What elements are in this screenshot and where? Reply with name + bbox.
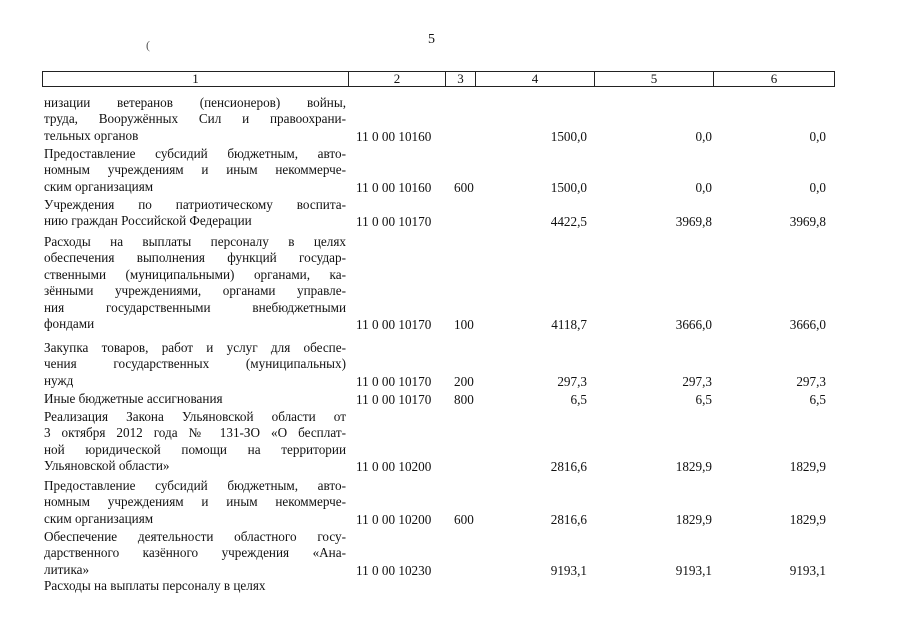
amount-col-5: 1829,9	[675, 459, 712, 475]
description-line: Реализация Закона Ульяновской области от	[44, 409, 346, 424]
description-line: Обеспечение деятельности областного госу-	[44, 529, 346, 544]
description-line: Предоставление субсидий бюджетным, авто-	[44, 478, 346, 493]
row-description	[44, 197, 346, 230]
description-line: Закупка товаров, работ и услуг для обеспе-	[44, 340, 346, 355]
header-col-1: 1	[43, 72, 349, 86]
description-line: обеспечения выполнения функций государ-	[44, 250, 346, 266]
amount-col-6: 1829,9	[789, 511, 826, 527]
description-line: дарственного казённого учреждения «Ана-	[44, 545, 346, 561]
amount-col-4: 4118,7	[551, 317, 587, 332]
amount-col-5: 297,3	[682, 373, 712, 389]
amount-col-5: 3969,8	[675, 214, 712, 230]
amount-col-6: 1829,9	[789, 459, 826, 475]
amount-col-6: 6,5	[809, 392, 826, 407]
description-line: нию граждан Российской Федерации	[44, 213, 252, 229]
amount-col-6: 3666,0	[789, 317, 826, 332]
budget-code: 11 0 00 10170	[356, 392, 432, 407]
expense-type: 600	[454, 179, 474, 195]
description-line: Ульяновской области»	[44, 458, 170, 474]
amount-col-4: 297,3	[557, 373, 587, 389]
amount-col-5: 3666,0	[675, 317, 712, 332]
amount-col-6: 0,0	[809, 128, 826, 144]
amount-col-4: 1500,0	[550, 179, 587, 195]
amount-col-5: 0,0	[695, 179, 712, 195]
amount-col-4: 2816,6	[550, 511, 587, 527]
table-header	[42, 71, 835, 87]
description-line: труда, Вооружённых Сил и правоохрани-	[44, 111, 346, 127]
row-description	[44, 578, 346, 594]
amount-col-5: 1829,9	[675, 511, 712, 527]
budget-code: 11 0 00 10160	[356, 179, 432, 195]
amount-col-6: 3969,8	[789, 214, 826, 230]
expense-type: 800	[454, 392, 474, 407]
amount-col-6: 0,0	[809, 179, 826, 195]
description-line: зёнными учреждениями, органами управле-	[44, 283, 346, 299]
description-line: номным учреждениям и иным некоммерче-	[44, 162, 346, 178]
description-line: ским организациям	[44, 510, 154, 526]
budget-code: 11 0 00 10170	[356, 214, 432, 230]
row-description	[44, 234, 346, 332]
budget-code: 11 0 00 10170	[356, 373, 432, 389]
description-line: Учреждения по патриотическому воспита-	[44, 197, 346, 212]
budget-code: 11 0 00 10230	[356, 562, 432, 578]
amount-col-5: 9193,1	[675, 562, 712, 578]
row-description	[44, 529, 346, 578]
description-line: ния государственными внебюджетными	[44, 299, 346, 315]
description-line: тельных органов	[44, 127, 139, 143]
budget-code: 11 0 00 10160	[356, 128, 432, 144]
amount-col-6: 297,3	[796, 373, 826, 389]
amount-col-4: 2816,6	[550, 459, 587, 475]
description-line: Иные бюджетные ассигнования	[44, 391, 223, 406]
description-line: нужд	[44, 372, 74, 388]
row-description	[44, 391, 346, 407]
row-description	[44, 95, 346, 144]
description-line: фондами	[44, 316, 95, 332]
description-line: 3 октября 2012 года № 131-ЗО «О бесплат-	[44, 425, 346, 441]
amount-col-5: 6,5	[695, 392, 712, 407]
description-line: низации ветеранов (пенсионеров) войны,	[44, 95, 346, 110]
row-description	[44, 146, 346, 195]
amount-col-4: 4422,5	[550, 214, 587, 230]
description-line: Расходы на выплаты персоналу в целях	[44, 578, 266, 593]
header-col-2: 2	[349, 72, 446, 86]
budget-code: 11 0 00 10200	[356, 459, 432, 475]
description-line: литика»	[44, 561, 90, 577]
budget-code: 11 0 00 10200	[356, 511, 432, 527]
description-line: ственными (муниципальными) органами, ка-	[44, 266, 346, 282]
amount-col-4: 1500,0	[550, 128, 587, 144]
description-line: ной юридической помощи на территории	[44, 441, 346, 457]
handwritten-mark: (	[146, 38, 150, 52]
row-description	[44, 409, 346, 475]
description-line: Расходы на выплаты персоналу в целях	[44, 234, 346, 249]
header-col-5: 5	[595, 72, 714, 86]
description-line: чения государственных (муниципальных)	[44, 356, 346, 372]
description-line: номным учреждениям и иным некоммерче-	[44, 494, 346, 510]
header-col-6: 6	[770, 71, 778, 86]
description-line: ским организациям	[44, 178, 154, 194]
amount-col-5: 0,0	[695, 128, 712, 144]
header-col-3: 3	[446, 72, 476, 86]
expense-type: 200	[454, 373, 474, 389]
amount-col-4: 9193,1	[550, 562, 587, 578]
expense-type: 100	[454, 317, 474, 332]
budget-code: 11 0 00 10170	[356, 317, 432, 332]
amount-col-4: 6,5	[570, 392, 587, 407]
page-number: 5	[428, 32, 435, 47]
row-description	[44, 340, 346, 389]
expense-type: 600	[454, 511, 474, 527]
header-col-4: 4	[476, 72, 595, 86]
amount-col-6: 9193,1	[789, 562, 826, 578]
row-description	[44, 478, 346, 527]
description-line: Предоставление субсидий бюджетным, авто-	[44, 146, 346, 161]
